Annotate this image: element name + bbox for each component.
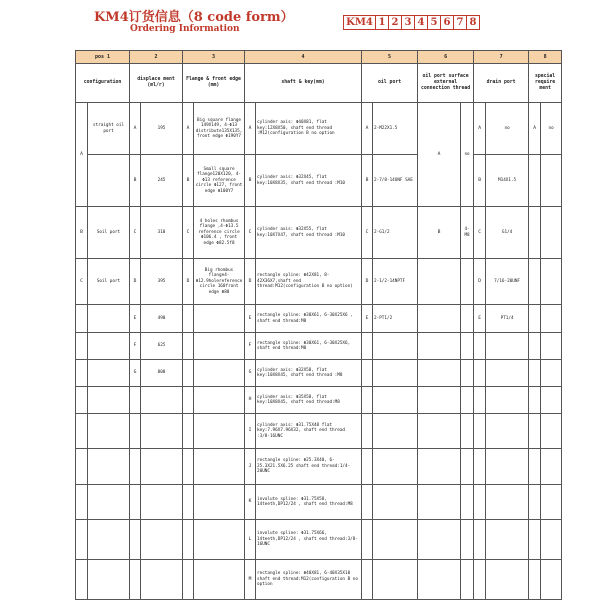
flange-desc: Small square flange120X120, 4-Φ13 reference circle Φ127, front edge Φ100Y7 (194, 155, 245, 207)
surface-desc: no (461, 103, 474, 207)
pos-header: 3 (183, 51, 245, 64)
special-code: A (529, 103, 541, 155)
shaft-code: A (245, 103, 256, 155)
table-row (76, 520, 562, 560)
column-header: oil port (362, 64, 418, 103)
drain-code: A (474, 103, 486, 155)
shaft-code: B (245, 155, 256, 207)
displacement-code: B (130, 155, 141, 207)
oil-port-desc: 2-PT1/2 (373, 305, 418, 333)
table-row (76, 305, 562, 333)
shaft-desc: cylinder axis: Φ32X55, flat key:10X7X47, shaft end thread :M10 (256, 207, 362, 259)
special-desc: no (541, 103, 562, 155)
pos-header: 4 (245, 51, 362, 64)
config-desc: Soil port (88, 207, 130, 259)
displacement-value: 395 (141, 259, 183, 305)
shaft-desc: rectangle spline: Φ40X81, 6-40X35X10 shaft end thread:M12(configuration B no option (256, 560, 362, 600)
table-row (76, 560, 562, 600)
shaft-desc: rectangle spline: Φ25.3X40, 6-25.3X21.5X6.25 shaft end thread:1/4-20UNC (256, 449, 362, 485)
config-desc: Soil port (88, 259, 130, 305)
ordering-table (75, 50, 562, 600)
special-code (529, 259, 541, 305)
shaft-desc: cylinder axis: Φ40X81, flat key:12X8X50, shaft end thread :M12(configuration B no option (256, 103, 362, 155)
code-digit-box: 2 (388, 15, 402, 30)
displacement-code: D (130, 259, 141, 305)
displacement-value: 625 (141, 333, 183, 360)
column-header-row (76, 64, 562, 103)
drain-code: D (474, 259, 486, 305)
config-code (76, 305, 88, 333)
drain-code: E (474, 305, 486, 333)
surface-code: A (418, 103, 461, 207)
code-prefix-box: KM4 (343, 15, 376, 30)
special-code (529, 207, 541, 259)
code-digit-box: 1 (375, 15, 389, 30)
flange-desc: Big rhombus flange4-Φ12.9holereference circle 160front edge Φ80 (194, 259, 245, 305)
table-row (76, 485, 562, 520)
code-boxes (343, 15, 479, 30)
shaft-desc: cylinder axis: Φ31.75X48 flat key:7.96X7.96X32, shaft end thread :3/8-16UNC (256, 414, 362, 449)
page-title: KM4订货信息（8 code form） (94, 10, 294, 25)
column-header: drain port (474, 64, 529, 103)
oil-port-desc: 2-1/2-14NPTF (373, 259, 418, 305)
flange-code: C (183, 207, 194, 259)
shaft-desc: cylinder axis: Φ35X58, flat key:10X8X45, shaft end thread:M8 (256, 387, 362, 414)
code-digit-box: 7 (453, 15, 467, 30)
drain-code: B (474, 155, 486, 207)
code-digit-box: 4 (414, 15, 428, 30)
code-digit-box: 8 (466, 15, 480, 30)
surface-desc: 4-M8 (461, 207, 474, 259)
config-code: C (76, 259, 88, 305)
oil-port-desc: 2-7/8-14UNF SAE (373, 155, 418, 207)
table-row (76, 155, 562, 207)
flange-desc (194, 305, 245, 333)
shaft-code: F (245, 333, 256, 360)
table-row (76, 103, 562, 155)
pos-header: 5 (362, 51, 418, 64)
column-header: Flange & front edge (mm) (183, 64, 245, 103)
table-row (76, 259, 562, 305)
shaft-desc: cylinder axis: Φ32X45, flat key:10X8X35, shaft end thread :M10 (256, 155, 362, 207)
flange-code: A (183, 103, 194, 155)
surface-desc (461, 305, 474, 333)
code-digit-box: 6 (440, 15, 454, 30)
displacement-code: A (130, 103, 141, 155)
code-digit-box: 5 (427, 15, 441, 30)
config-code: B (76, 207, 88, 259)
config-desc (88, 305, 130, 333)
oil-port-code: A (362, 103, 373, 155)
flange-desc: Big square flange 149X149, 4-Φ13 distribute135X135, front edge Φ190Y7 (194, 103, 245, 155)
displacement-code: F (130, 333, 141, 360)
config-code: A (76, 103, 88, 207)
pos-header: 7 (474, 51, 529, 64)
table-row (76, 207, 562, 259)
shaft-desc: rectangle spline: Φ42X81, 8-42X36X7,shaft end thread:M12(configuration B no option) (256, 259, 362, 305)
drain-desc: M14X1.5 (486, 155, 529, 207)
surface-code: B (418, 207, 461, 259)
special-desc (541, 305, 562, 333)
shaft-desc: rectangle spline: Φ30X61, 6-30X25X6 , shaft end thread:M8 (256, 305, 362, 333)
config-desc: straight oil port (88, 103, 130, 155)
displacement-value: 245 (141, 155, 183, 207)
flange-code: B (183, 155, 194, 207)
drain-desc: G1/4 (486, 207, 529, 259)
shaft-code: H (245, 387, 256, 414)
special-desc (541, 155, 562, 207)
shaft-code: L (245, 520, 256, 560)
shaft-code: G (245, 360, 256, 387)
drain-desc: 7/16-20UNF (486, 259, 529, 305)
code-digit-box: 3 (401, 15, 415, 30)
oil-port-desc: 2-G1/2 (373, 207, 418, 259)
config-desc (88, 155, 130, 207)
shaft-desc: involute spline: Φ31.75X66, 14teeth,DP12/24 , shaft end thread:3/8-16UNC (256, 520, 362, 560)
column-header: displace ment (ml/r) (130, 64, 183, 103)
flange-desc: 4 holes rhombus flange ,4-Φ13.5 reference circle Φ106.4 , front edge Φ82.5f8 (194, 207, 245, 259)
drain-code: C (474, 207, 486, 259)
oil-port-code: C (362, 207, 373, 259)
displacement-value: 195 (141, 103, 183, 155)
column-header: configuration (76, 64, 130, 103)
shaft-code: K (245, 485, 256, 520)
shaft-code: D (245, 259, 256, 305)
shaft-desc: cylinder axis: Φ32X58, flat key:10X8X45, shaft end thread :M8 (256, 360, 362, 387)
special-code (529, 305, 541, 333)
flange-code: D (183, 259, 194, 305)
special-code (529, 155, 541, 207)
displacement-value: 800 (141, 360, 183, 387)
table-row (76, 414, 562, 449)
shaft-code: M (245, 560, 256, 600)
column-header: special require ment (529, 64, 562, 103)
shaft-code: I (245, 414, 256, 449)
oil-port-desc: 2-M22X1.5 (373, 103, 418, 155)
pos-header: pos 1 (76, 51, 130, 64)
oil-port-code: E (362, 305, 373, 333)
displacement-code: G (130, 360, 141, 387)
shaft-code: J (245, 449, 256, 485)
surface-desc (461, 259, 474, 305)
displacement-code: E (130, 305, 141, 333)
flange-code (183, 305, 194, 333)
table-row (76, 360, 562, 387)
surface-code (418, 259, 461, 305)
shaft-desc: involute spline: Φ31.75X58, 14teeth,DP12/24 , shaft end thread:M8 (256, 485, 362, 520)
oil-port-code: D (362, 259, 373, 305)
pos-header: 6 (418, 51, 474, 64)
page-subtitle: Ordering Information (130, 24, 240, 34)
special-desc (541, 207, 562, 259)
displacement-value: 310 (141, 207, 183, 259)
column-header: oil port surface external connection thread (418, 64, 474, 103)
surface-code (418, 305, 461, 333)
displacement-value: 490 (141, 305, 183, 333)
table-row (76, 449, 562, 485)
pos-header: 8 (529, 51, 562, 64)
shaft-code: C (245, 207, 256, 259)
oil-port-code: B (362, 155, 373, 207)
shaft-code: E (245, 305, 256, 333)
drain-desc: no (486, 103, 529, 155)
table-row (76, 387, 562, 414)
pos-header: 2 (130, 51, 183, 64)
drain-desc: PT1/4 (486, 305, 529, 333)
shaft-desc: rectangle spline: Φ30X61, 6-30X25X6, shaft end thread:M8 (256, 333, 362, 360)
column-header: shaft & key(mm) (245, 64, 362, 103)
displacement-code: C (130, 207, 141, 259)
table-row (76, 333, 562, 360)
position-header-row (76, 51, 562, 64)
special-desc (541, 259, 562, 305)
